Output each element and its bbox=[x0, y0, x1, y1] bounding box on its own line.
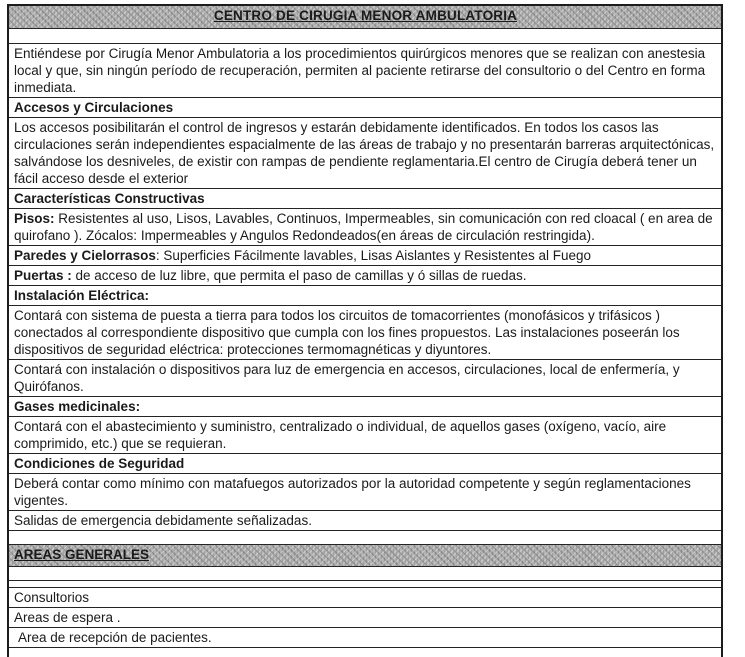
section-header-accesos: Accesos y Circulaciones bbox=[9, 98, 721, 118]
paragraph-puesta-a-tierra: Contará con sistema de puesta a tierra para todos los circuitos de tomacorrientes (monofásicos y trifásicos ) conectados al correspondiente dispositivo que cumpla con los fines propuestos. Las instalaciones poseerán los dispositivos de seguridad eléctrica: protecciones termomagnéticas y diyuntores. bbox=[9, 306, 721, 360]
list-item-area-recepcion: Area de recepción de pacientes. bbox=[9, 628, 721, 648]
list-item-consultorios: Consultorios bbox=[9, 588, 721, 608]
paragraph-paredes bbox=[9, 246, 721, 266]
pisos-label: Pisos: bbox=[14, 211, 55, 226]
section-header-instalacion-electrica: Instalación Eléctrica: bbox=[9, 286, 721, 306]
paragraph-matafuegos: Deberá contar como mínimo con matafuegos autorizados por la autoridad competente y según reglamentaciones vigentes. bbox=[9, 474, 721, 511]
list-item-areas-de-espera: Areas de espera . bbox=[9, 608, 721, 628]
spacer-row bbox=[9, 567, 721, 581]
paredes-label: Paredes y Cielorrasos bbox=[14, 248, 156, 263]
paragraph-accesos: Los accesos posibilitarán el control de ingresos y estarán debidamente identificados. En todos los casos las circulaciones serán independientes espacialmente de las áreas de trabajo y no presentarán barreras arquitectónicas, salvándose los desniveles, de existir con rampas de pendiente reglamentaria.El centro de Cirugía deberá tener un fácil acceso desde el exterior bbox=[9, 118, 721, 189]
document-title: CENTRO DE CIRUGIA MENOR AMBULATORIA bbox=[213, 8, 518, 23]
spacer-row bbox=[9, 531, 721, 545]
paragraph-pisos bbox=[9, 209, 721, 246]
paragraph-puertas bbox=[9, 266, 721, 286]
section-header-condiciones-seguridad: Condiciones de Seguridad bbox=[9, 454, 721, 474]
spacer-row bbox=[9, 29, 721, 44]
section-header-gases-medicinales: Gases medicinales: bbox=[9, 397, 721, 417]
paragraph-luz-emergencia: Contará con instalación o dispositivos para luz de emergencia en accesos, circulaciones, local de enfermería, y Quirófanos. bbox=[9, 360, 721, 397]
paragraph-salidas-emergencia: Salidas de emergencia debidamente señalizadas. bbox=[9, 511, 721, 531]
puertas-text: de acceso de luz libre, que permita el paso de camillas y ó sillas de ruedas. bbox=[71, 268, 527, 283]
areas-generales-label: AREAS GENERALES bbox=[14, 547, 150, 562]
thin-spacer-row bbox=[9, 581, 721, 588]
puertas-label: Puertas : bbox=[14, 268, 72, 283]
section-header-areas-generales bbox=[9, 545, 721, 567]
partial-bottom-row bbox=[9, 648, 721, 657]
document-table bbox=[7, 4, 723, 657]
section-header-caracteristicas: Características Constructivas bbox=[9, 189, 721, 209]
paragraph-definition: Entiéndese por Cirugía Menor Ambulatoria a los procedimientos quirúrgicos menores que se realizan con anestesia local y que, sin ningún período de recuperación, permiten al paciente retirarse del consultorio o del Centro en forma inmediata. bbox=[9, 44, 721, 98]
pisos-text: Resistentes al uso, Lisos, Lavables, Continuos, Impermeables, sin comunicación con red cloacal ( en area de quirofano ). Zócalos: Impermeables y Angulos Redondeados(en áreas de circulación restringida). bbox=[14, 211, 713, 243]
paredes-text: : Superficies Fácilmente lavables, Lisas Aislantes y Resistentes al Fuego bbox=[155, 248, 592, 263]
document-title-row bbox=[9, 6, 721, 29]
paragraph-gases: Contará con el abastecimiento y suministro, centralizado o individual, de aquellos gases (oxígeno, vacío, aire comprimido, etc.) que se requieran. bbox=[9, 417, 721, 454]
